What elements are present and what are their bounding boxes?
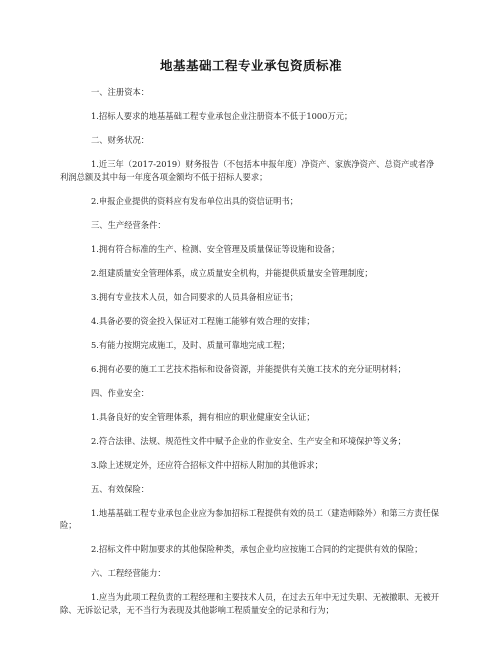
paragraph: 2.组建质量安全管理体系，成立质量安全机构，并能提供质量安全管理制度； bbox=[91, 267, 373, 278]
section-heading: 二、财务状况： bbox=[91, 135, 150, 145]
paragraph: 6.拥有必要的施工工艺技术指标和设备资源，并能提供有关施工技术的充分证明材料； bbox=[91, 363, 406, 374]
paragraph: 2.招标文件中附加要求的其他保险种类，承包企业均应按施工合同的约定提供有效的保险； bbox=[91, 544, 423, 554]
paragraph: 5.有能力按期完成施工，及时、质量可靠地完成工程； bbox=[91, 339, 290, 350]
document-title: 地基基础工程专业承包资质标准 bbox=[159, 58, 342, 73]
paragraph: 2.申报企业提供的资料应有发布单位出具的资信证明书； bbox=[91, 195, 299, 206]
paragraph: 1.应当为此项工程负责的工程经理和主要技术人员，在过去五年中无过失职、无被撤职、无被开除、无诉讼记录，无不当行为表现及其他影响工程质量安全的记录和行为； bbox=[60, 592, 440, 615]
section-heading: 一、注册资本： bbox=[91, 87, 150, 97]
paragraph: 4.具备必要的资金投入保证对工程施工能够有效合理的安排； bbox=[91, 315, 315, 326]
section-heading: 四、作业安全： bbox=[91, 387, 150, 398]
paragraph: 2.符合法律、法规、规范性文件中赋予企业的作业安全、生产安全和环境保护等义务； bbox=[91, 435, 406, 446]
paragraph: 1.拥有符合标准的生产、检测、安全管理及质量保证等设施和设备； bbox=[91, 243, 340, 254]
paragraph: 1.近三年（2017-2019）财务报告（不包括本申报年度）净资产、家族净资产、总资产或者净利润总额及其中每一年度各项金额均不低于招标人要求； bbox=[60, 159, 435, 182]
section-heading: 五、有效保险： bbox=[91, 483, 150, 494]
paragraph: 1.招标人要求的地基基础工程专业承包企业注册资本不低于1000万元； bbox=[91, 111, 353, 121]
paragraph: 1.具备良好的安全管理体系，拥有相应的职业健康安全认证； bbox=[91, 411, 315, 422]
paragraph: 3.拥有专业技术人员，如合同要求的人员具备相应证书； bbox=[91, 291, 299, 302]
paragraph: 1.地基基础工程专业承包企业应为参加招标工程提供有效的员工（建造师除外）和第三方责任保险； bbox=[60, 507, 440, 530]
section-heading: 六、工程经营能力： bbox=[91, 568, 166, 578]
section-heading: 三、生产经营条件： bbox=[91, 219, 166, 230]
paragraph: 3.除上述规定外，还应符合招标文件中招标人附加的其他诉求； bbox=[91, 459, 323, 470]
